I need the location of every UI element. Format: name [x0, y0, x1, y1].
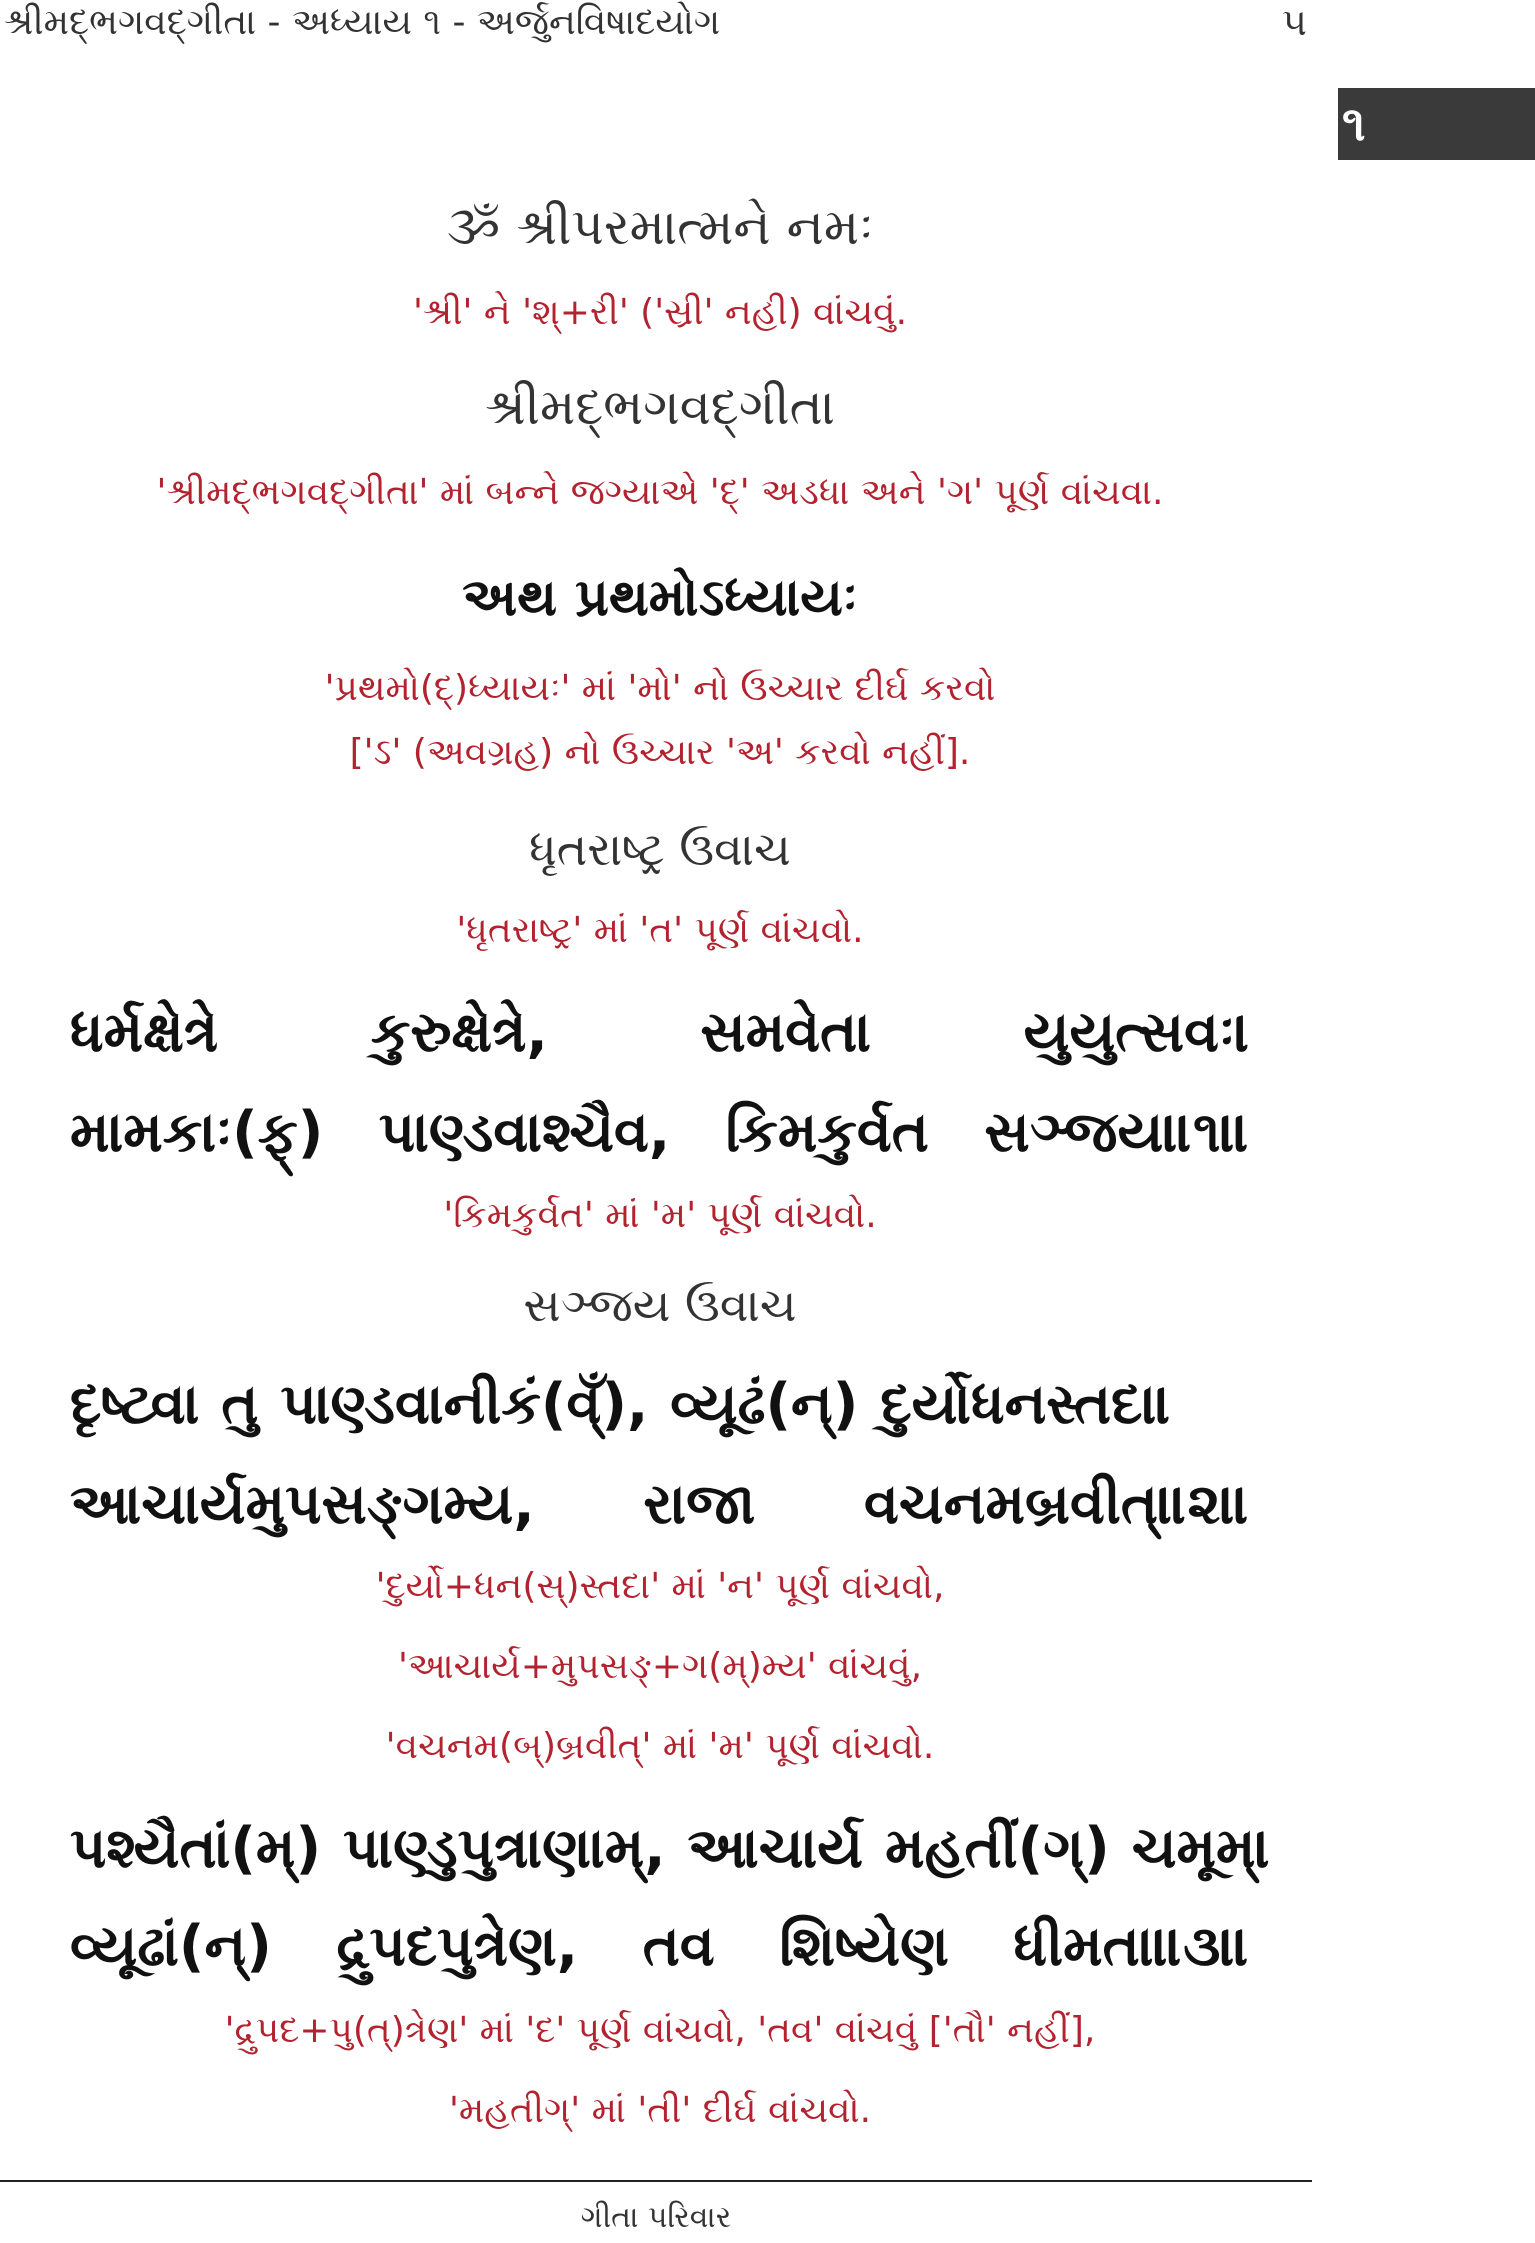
speaker-dhritarashtra: ધૃતરાષ્ટ્ર ઉવાચ [529, 822, 791, 876]
chapter-heading: અથ પ્રથમોઽધ્યાયઃ [462, 568, 858, 628]
verse1-line2 [70, 1100, 1250, 1166]
verse-word: સમવેતા [700, 1000, 871, 1065]
verse-word: મહતીં(ગ્) [885, 1816, 1110, 1881]
verse2-line1 [70, 1372, 1250, 1438]
footer-text: ગીતા પરિવાર [580, 2200, 732, 2235]
chapter-tab-label: ૧ [1342, 95, 1366, 152]
note-shri: 'શ્રી' ને 'શ્+રી' ('સ્રી' નહી) વાંચવું. [412, 292, 908, 333]
verse-word: પશ્યૈતાં(મ્) [70, 1816, 322, 1881]
speaker-sanjaya: સઞ્જય ઉવાચ [523, 1278, 797, 1332]
note-vachanam: 'વચનમ(બ્)બ્રવીત્' માં 'મ' પૂર્ણ વાંચવો. [385, 1726, 935, 1767]
footer-rule [0, 2180, 1312, 2182]
verse-word: તુ [221, 1372, 259, 1437]
verse3-line1 [70, 1816, 1271, 1882]
page-number: ૫ [1282, 0, 1307, 44]
note-drupada: 'દ્રુપદ+પુ(ત્)ત્રેણ' માં 'દ' પૂર્ણ વાંચવો, 'તવ' વાંચવું ['તૌ' નહીં], [224, 2010, 1096, 2051]
verse-word: દુર્યોધનસ્તદા। [880, 1372, 1172, 1437]
book-title: શ્રીમદ્ભગવદ્ગીતા [484, 378, 836, 436]
note-chapter-b: ['ઽ' (અવગ્રહ) નો ઉચ્ચાર 'અ' કરવો નહીં]. [349, 732, 971, 773]
note-acharya: 'આચાર્ય+મુપસઙ્+ગ(મ્)મ્ય' વાંચવું, [397, 1646, 923, 1687]
note-kimakurvata: 'કિમકુર્વત' માં 'મ' પૂર્ણ વાંચવો. [443, 1195, 877, 1236]
verse-word: આચાર્ય [687, 1816, 864, 1881]
note-dhritarashtra: 'ધૃતરાષ્ટ્ર' માં 'ત' પૂર્ણ વાંચવો. [456, 910, 864, 951]
verse-word: પાણ્ડવાશ્ચૈવ, [378, 1100, 671, 1165]
note-title: 'શ્રીમદ્ભગવદ્ગીતા' માં બન્ને જગ્યાએ 'દ્' અડધા અને 'ગ' પૂર્ણ વાંચવા. [156, 472, 1164, 513]
invocation: ૐ શ્રીપરમાત્મને નમઃ [446, 198, 874, 256]
verse-word: વ્યૂઢં(ન્) [670, 1372, 859, 1437]
verse2-line2 [70, 1472, 1250, 1538]
verse1-line1 [70, 1000, 1250, 1066]
note-mahatim: 'મહતીગ્' માં 'તી' દીર્ઘ વાંચવો. [448, 2090, 872, 2131]
verse-word: કુરુક્ષેત્રે, [370, 1000, 548, 1065]
chapter-tab [1338, 88, 1535, 160]
verse-word: વ્યૂઢાં(ન્) [70, 1914, 272, 1979]
verse-word: ધીમતા॥૩॥ [1013, 1914, 1250, 1979]
verse-word: દૃષ્ટ્વા [70, 1372, 200, 1437]
verse-word: પાણ્ડુપુત્રાણામ્, [343, 1816, 666, 1881]
verse-word: પાણ્ડવાનીકં(વ્ઁ), [280, 1372, 649, 1437]
verse-word: વચનમબ્રવીત્॥૨॥ [864, 1472, 1250, 1537]
verse-word: મામકાઃ(ફ્) [70, 1100, 324, 1165]
verse-word: કિમકુર્વત [725, 1100, 929, 1165]
verse-word: આચાર્યમુપસઙ્ગમ્ય, [70, 1472, 535, 1537]
note-duryodhana: 'દુર્યો+ધન(સ્)સ્તદા' માં 'ન' પૂર્ણ વાંચવો, [375, 1566, 945, 1607]
verse-word: શિષ્યેણ [779, 1914, 949, 1979]
note-chapter-a: 'પ્રથમો(દ્)ધ્યાયઃ' માં 'મો' નો ઉચ્ચાર દીર્ઘ કરવો [324, 668, 996, 709]
verse-word: યુયુત્સવઃ। [1023, 1000, 1250, 1065]
verse-word: ધર્મક્ષેત્રે [70, 1000, 219, 1065]
verse-word: તવ [642, 1914, 715, 1979]
verse-word: દ્રુપદપુત્રેણ, [336, 1914, 579, 1979]
verse-word: રાજા [643, 1472, 756, 1537]
header-title: શ્રીમદ્ભગવદ્ગીતા - અધ્યાય ૧ - અર્જુનવિષાદયોગ [4, 2, 721, 43]
verse3-line2 [70, 1914, 1250, 1980]
verse-word: ચમૂમ્। [1131, 1816, 1271, 1881]
verse-word: સઞ્જય॥૧॥ [984, 1100, 1250, 1165]
